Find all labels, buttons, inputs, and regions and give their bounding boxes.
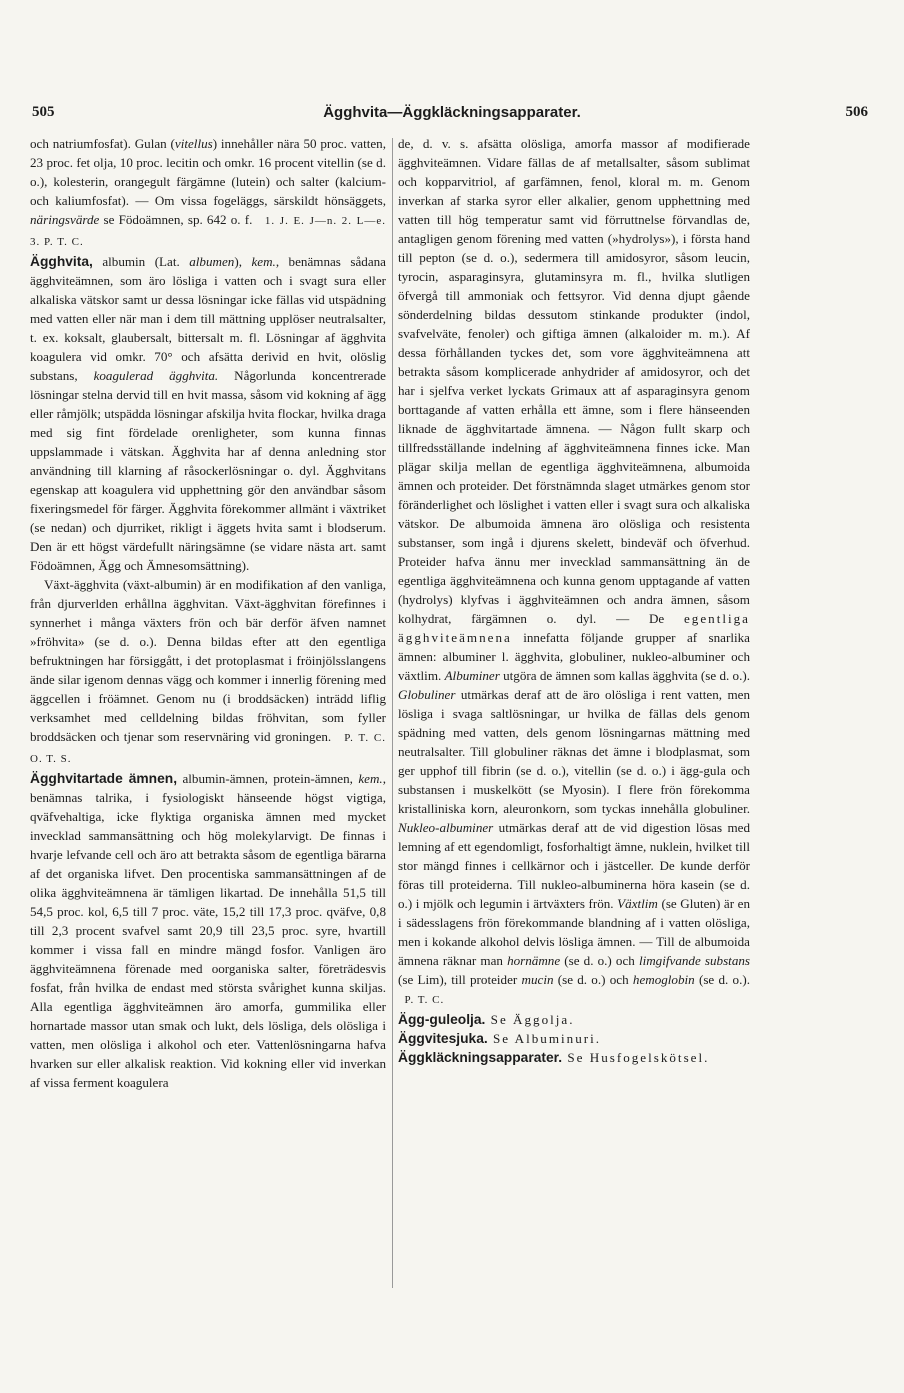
headword: Äggkläckningsapparater. — [398, 1050, 563, 1065]
headword: Ägg-guleolja. — [398, 1012, 486, 1027]
author-signature: P. T. C. O. T. S. — [30, 732, 386, 765]
paragraph-vaxt-agghvita: Växt-ägghvita (växt-albumin) är en modifikation af den vanliga, från djurverlden erhållna ägghvitan. Växt-ägghvitan förefinnes i synnerhet i många växters frön och bär derför äfven namnet »fröhvita» (se d. o.). Denna bildas efter att den egentliga befruktningen har försiggått, i det protoplasmat i fröinjölsslangens ände silar igenom dennas vägg och kommer i innerlig förening med äggcellen i fröämnet. Genom nu (i broddsäcken) inträdd liflig verksamhet med celldelning bildas fröhvitan, som fyller broddsäcken och tjenar som reservnäring vid groningen. P. T. C. O. T. S. — [30, 577, 386, 765]
page-number-right: 506 — [845, 104, 868, 120]
author-signature: P. T. C. — [404, 994, 445, 1006]
entry-agghvitartade: Ägghvitartade ämnen, albumin-ämnen, protein-ämnen, kem., benämnas talrika, i fysiologiskt hänseende högst vigtiga, qväfvehaltiga, icke flyktiga organiska ämnen med mycket invecklad sammansättning och hög molekylarvigt. De finnas i hvarje lefvande cell och äro att betrakta såsom de egentliga bärarna af det organiska lifvet. Den procentiska sammansättningen af de olika ägghviteämnena är tämligen likartad. De innehålla 51,5 till 54,5 proc. kol, 6,5 till 7 proc. väte, 15,2 till 17,3 proc. qväfve, 0,8 till 2,3 procent svafvel samt 20,9 till 23,5 proc. syre, hvartill kommer i vissa fall en mindre mängd fosfor. Vanligen äro ägghviteämnena förenade med oorganiska salter, företrädesvis fosfat, från hvilka de endast med största svårighet kunna skiljas. Alla egentliga ägghviteämnen äro amorfa, gummilika eller hornartade massor utan smak och lukt, dels lösliga, dels olösliga i vatten, men olösliga i alkohol och eter. Vattenlösningarna hafva hvarken sur eller alkalisk reaktion. Vid kokning eller vid inverkan af vissa ferment koagulera — [30, 771, 386, 1090]
headword: Ägghvitartade ämnen, — [30, 771, 178, 786]
headword: Ägghvita, — [30, 254, 93, 269]
page-number-left: 505 — [32, 104, 55, 120]
page-header — [24, 104, 880, 128]
paragraph-continued: de, d. v. s. afsätta olösliga, amorfa massor af modifierade ägghviteämnen. Vidare fällas de af metallsalter, såsom sublimat och kopparvitriol, af garfämnen, fenol, kloral m. m. Genom inverkan af starka syror eller alkalier, genom upphettning med vatten till hög temperatur samt vid förruttnelse förvandlas de, antagligen genom förening med vatten (»hydrolys»), i första hand till pepton (se d. o.), sedermera till amidosyror, såsom leucin, tyrocin, asparaginsyra, glutaminsyra m. fl., hvilka slutligen öfvergå till ammoniak och fettsyror. Vid denna djupt gående sönderdelning bildas dessutom stinkande produkter (indol, svafvelväte, fenoler) och giftiga ämnen (alkaloider m. m.). Af dessa förhållanden tyckes det, som vore ägghviteämnena att betrakta såsom komplicerade anhydrider af amidosyror, och det har i sjelfva verket lyckats Grimaux att af asparaginsyra genom borttagande af vatten erhålla ett ämne, som i flere hänseenden liknade de ägghvitartade ämnena. — Någon fullt skarp och tillfredsställande indelning af ägghviteämnena finnes icke. Man plägar skilja mellan de egentliga ägghviteämnena, albumoida ämnen och proteider. Det förstnämnda slaget utmärkes genom stor föränderlighet och löslighet i vatten eller i svagt sura och alkaliska vätskor. De albumoida ämnena äro olösliga och resistenta substanser, som ingå i djurens skelett, bindeväf och öfverhud. Proteider hafva ännu mer invecklad sammansättning än de egentliga ägghviteämnena och kunna genom upptagande af vatten (hydrolys) klyfvas i ägghviteämnen och andra ämnen, såsom kolhydrat, färgämnen o. dyl. — De egentliga ägghviteämnena innefatta följande grupper af snarlika ämnen: albuminer l. ägghvita, globuliner, nukleo-albuminer och växtlim. Albuminer utgöra de ämnen som kallas ägghvita (se d. o.). Globuliner utmärkas deraf att de äro olösliga i rent vatten, men lösliga i svaga saltlösningar, ur hvilka de fällas dels genom spädning med vatten, dels genom lösningarnas mättning med neutralsalter. Till globuliner räknas det ämne i blodplasmat, som ger upphof till fibrin (se d. o.), vitellin (se d. o.) i ägg-gula och substansen i muskelkött (se Myosin). I flere frön förekomma kristalliniska korn, aleuronkorn, som tyckas innehålla globuliner. Nukleo-albuminer utmärkas deraf att de vid digestion lösas med lemning af ett egendomligt, fosforhaltigt ämne, nuklein, hvilket till stor mängd finnes i cellkärnor och i jästceller. De kunde derför föras till proteiderna. Till nukleo-albuminerna höra kasein (se d. o.) i mjölk och legumin i ärtväxters frön. Växtlim (se Gluten) är en i sädesslagens frön förekommande blandning af i vatten olösliga, men i kokande alkohol delvis lösliga ämnen. — Till de albumoida ämnena räknar man hornämne (se d. o.) och limgifvande substans (se Lim), till proteider mucin (se d. o.) och hemoglobin (se d. o.). P. T. C. — [398, 136, 751, 1006]
right-column — [398, 134, 750, 1067]
entry-agg-guleolja: Ägg-guleolja. Se Äggolja. — [398, 1012, 575, 1027]
column-divider — [392, 138, 393, 1288]
author-signature: 1. J. E. J—n. 2. L—e. 3. P. T. C. — [30, 215, 386, 248]
entry-aggklackningsapparater: Äggkläckningsapparater. Se Husfogelskötsel. — [398, 1050, 710, 1065]
paragraph-yolk: och natriumfosfat). Gulan (vitellus) innehåller nära 50 proc. vatten, 23 proc. fet olja, 10 proc. lecitin och omkr. 16 procent vitellin (se d. o.), kolesterin, orangegult färgämne (lutein) och salter (kalcium- och kaliumfosfat). — Om vissa fogeläggs, särskildt hönsäggets, näringsvärde se Födoämnen, sp. 642 o. f. 1. J. E. J—n. 2. L—e. 3. P. T. C. — [30, 136, 386, 248]
headword: Äggvitesjuka. — [398, 1031, 488, 1046]
entry-agghvita: Ägghvita, albumin (Lat. albumen), kem., benämnas sådana ägghviteämnen, som äro lösliga i vatten och i svagt sura eller alkaliska vätskor samt ur dessa lösningar icke fällas vid utspädning med vatten eller när man i dem till mättning upplöser neutralsalter, t. ex. koksalt, glaubersalt, bittersalt m. fl. Lösningar af ägghvita koagulera vid omkr. 70° och afsätta derivid en hvit, olöslig substans, koagulerad ägghvita. Någorlunda koncentrerade lösningar stelna dervid till en hvit massa, såsom vid kokning af ägg eller råmjölk; utspädda lösningar afskilja hvita flockar, hvilka draga med sig fint fördelade orenligheter, som kunna finnas uppslammade i vätskan. Ägghvita har af denna anledning stor användning till klarning af råsockerlösningar o. dyl. Ägghvitans egenskap att koagulera vid upphettning gör den användbar såsom fixeringsmedel för färger. Ägghvita förekommer allmänt i växtriket (se nedan) och djurriket, rikligt i äggets hvita samt i blodserum. Den är ett högst värdefullt näringsämne (se vidare nästa art. samt Födoämnen, Ägg och Ämnesomsättning). — [30, 254, 386, 573]
entry-aggvitesjuka: Äggvitesjuka. Se Albuminuri. — [398, 1031, 602, 1046]
left-column — [30, 134, 386, 1092]
running-title: Ägghvita—Äggkläckningsapparater. — [323, 104, 581, 121]
